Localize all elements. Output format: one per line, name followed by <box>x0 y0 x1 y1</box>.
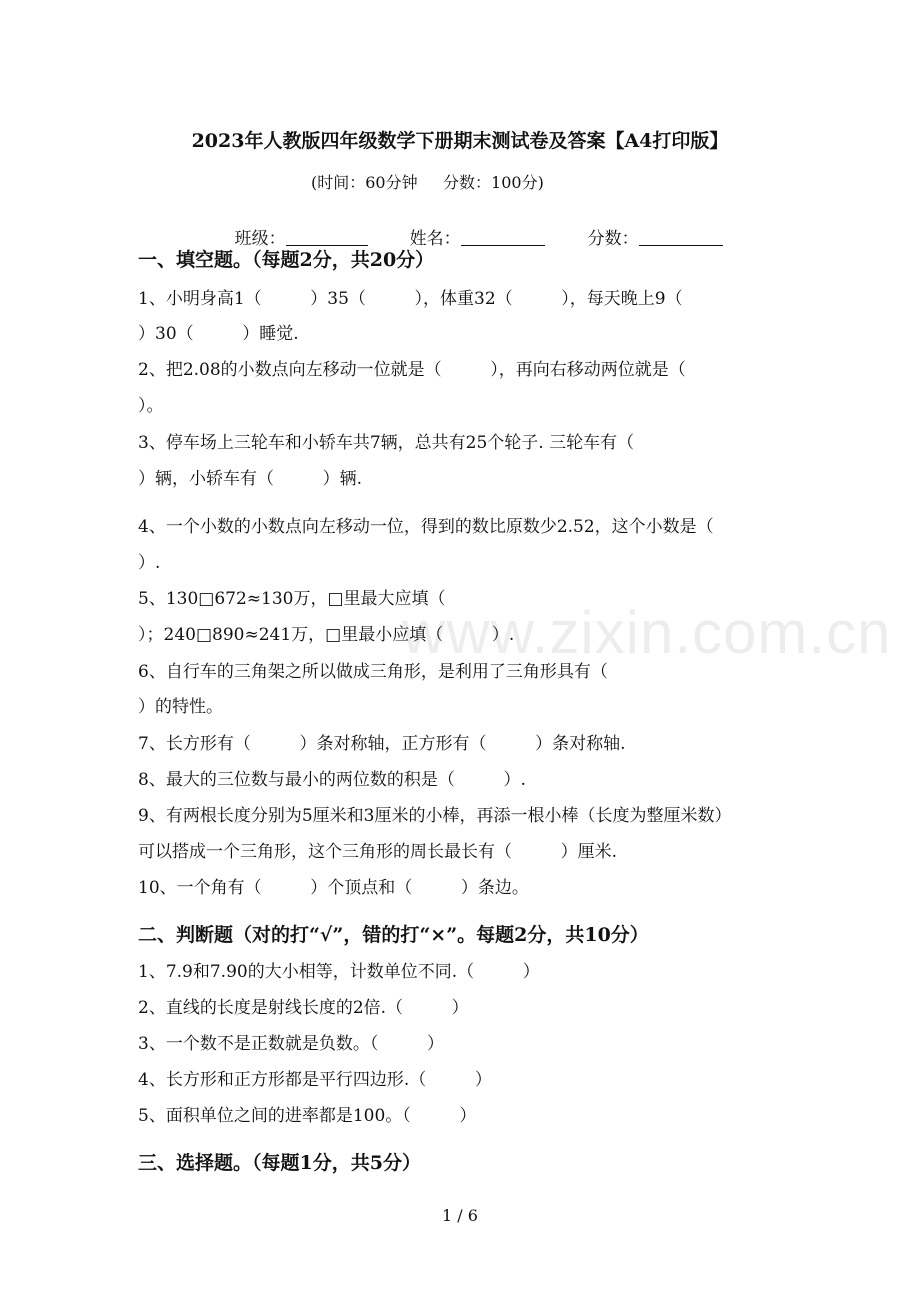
question-line: 2、把2.08的小数点向左移动一位就是（ ），再向右移动两位就是（ <box>138 360 686 380</box>
section-heading-multiple-choice: 三、选择题。（每题1分，共5分） <box>138 1152 421 1174</box>
question-line: ）辆，小轿车有（ ）辆. <box>138 469 363 489</box>
question-line: ）30（ ）睡觉. <box>138 324 299 344</box>
exam-time-score: (时间：60分钟 分数：100分) <box>311 173 544 192</box>
score-label: 分数： <box>587 229 639 249</box>
question-line: 4、长方形和正方形都是平行四边形.（ ） <box>138 1070 492 1090</box>
score-blank <box>639 229 723 246</box>
question-line: 4、一个小数的小数点向左移动一位，得到的数比原数少2.52，这个小数是（ <box>138 517 714 537</box>
name-label: 姓名： <box>409 229 461 249</box>
watermark: www.zixin.com.cn <box>402 599 892 666</box>
page-number: 1 / 6 <box>442 1206 478 1225</box>
question-line: 1、小明身高1（ ）35（ ），体重32（ ），每天晚上9（ <box>138 289 683 309</box>
question-line: 3、一个数不是正数就是负数。（ ） <box>138 1034 444 1054</box>
question-line: 可以搭成一个三角形，这个三角形的周长最长有（ ）厘米. <box>138 842 618 862</box>
question-line: ）的特性。 <box>138 697 223 717</box>
score-field <box>566 204 723 269</box>
page-title: 2023年人教版四年级数学下册期末测试卷及答案【A4打印版】 <box>191 130 729 152</box>
question-line: 6、自行车的三角架之所以做成三角形，是利用了三角形具有（ <box>138 662 608 682</box>
question-line: 5、面积单位之间的进率都是100。（ ） <box>138 1106 477 1126</box>
name-blank <box>461 229 545 246</box>
question-line: 5、130□672≈130万，□里最大应填（ <box>138 589 446 609</box>
question-line: ）. <box>138 553 161 573</box>
question-line: ）。 <box>138 396 164 416</box>
question-line: 10、一个角有（ ）个顶点和（ ）条边。 <box>138 878 529 898</box>
question-line: ）；240□890≈241万，□里最小应填（ ）. <box>138 625 515 645</box>
section-heading-true-false: 二、判断题（对的打“√”，错的打“×”。每题2分，共10分） <box>138 924 649 946</box>
question-line: 9、有两根长度分别为5厘米和3厘米的小棒，再添一根小棒（长度为整厘米数） <box>138 806 732 826</box>
question-line: 3、停车场上三轮车和小轿车共7辆，总共有25个轮子. 三轮车有（ <box>138 433 635 453</box>
question-line: 2、直线的长度是射线长度的2倍.（ ） <box>138 998 469 1018</box>
question-line: 7、长方形有（ ）条对称轴，正方形有（ ）条对称轴. <box>138 734 626 754</box>
class-blank <box>286 229 368 246</box>
class-label: 班级： <box>234 229 286 249</box>
question-line: 1、7.9和7.90的大小相等，计数单位不同.（ ） <box>138 962 540 982</box>
section-heading-fill-blank: 一、填空题。（每题2分，共20分） <box>138 249 435 271</box>
question-line: 8、最大的三位数与最小的两位数的积是（ ）. <box>138 770 526 790</box>
